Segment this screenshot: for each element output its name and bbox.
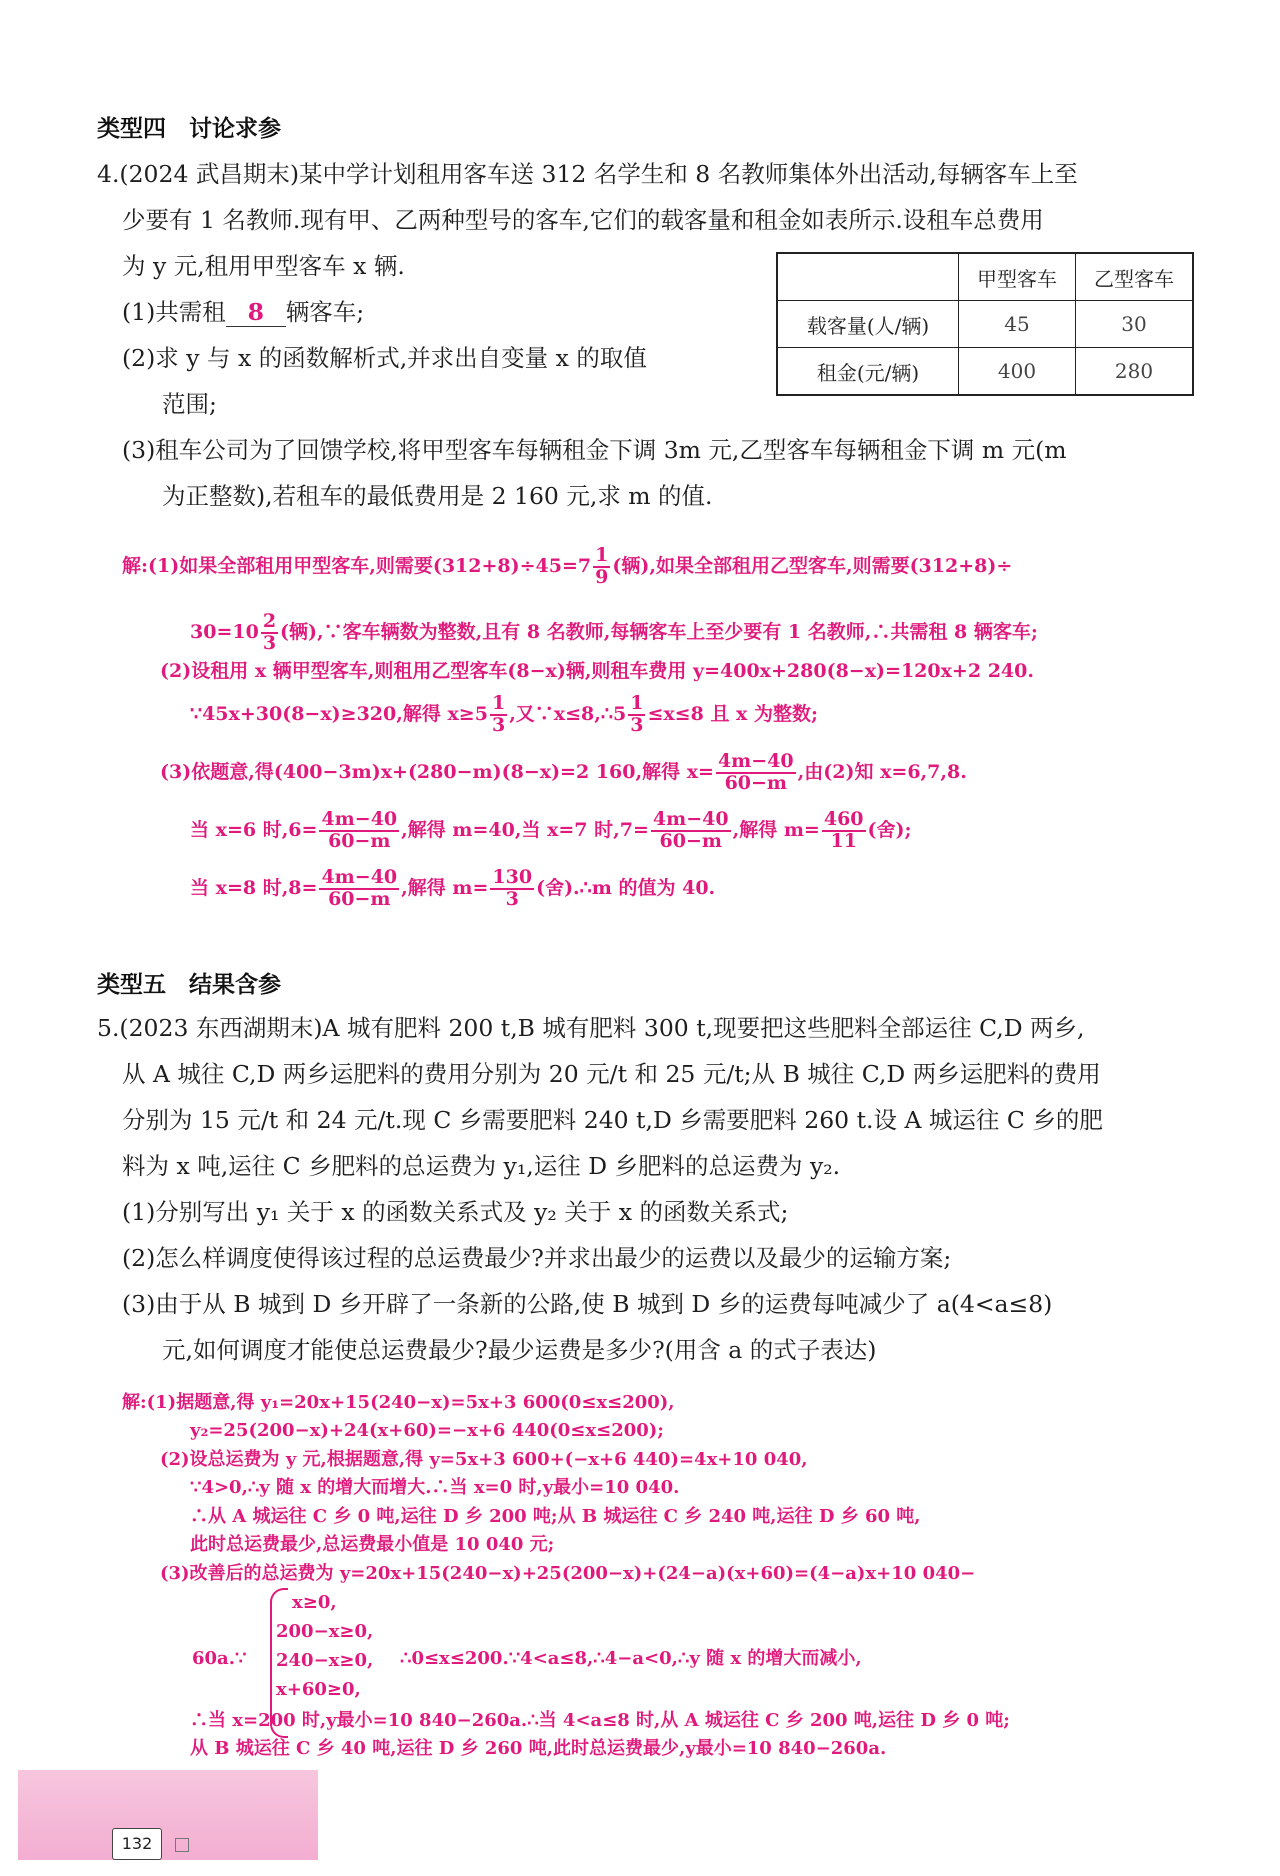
solution-5-line9: ∴当 x=200 时,y最小=10 840−260a.∴当 4<a≤8 时,从 A 城运往 C 乡 200 吨,运往 D 乡 0 吨; [190,1710,1010,1731]
sol-text: 30=10 [190,620,259,643]
fraction: $\frac{460}{11}$ [823,808,864,852]
solution-4-line3: (2)设租用 x 辆甲型客车,则租用乙型客车(8−x)辆,则租车费用 y=400x+280(8−x)=120x+2 240. [160,660,1034,682]
sol-text: (舍); [867,818,912,841]
question-4-part2-line1: (2)求 y 与 x 的函数解析式,并求出自变量 x 的取值 [122,344,647,372]
solution-5-line4: ∵4>0,∴y 随 x 的增大而增大.∴当 x=0 时,y最小=10 040. [190,1477,680,1498]
solution-5-line8: ∴0≤x≤200.∵4<a≤8,∴4−a<0,∴y 随 x 的增大而减小, [400,1648,862,1669]
table-row [777,301,1193,348]
solution-5-line2: y₂=25(200−x)+24(x+60)=−x+6 440(0≤x≤200); [190,1420,664,1441]
sol-text: ,解得 m= [401,876,489,899]
question-4-part1 [122,298,364,327]
fraction: $\frac{4m-40}{60-m}$ [321,866,398,910]
question-5-line1: 5.(2023 东西湖期末)A 城有肥料 200 t,B 城有肥料 300 t,现要把这些肥料全部运往 C,D 两乡, [97,1014,1085,1042]
sol-text: 当 x=6 时,6= [190,818,318,841]
table-row [777,348,1193,396]
sol-text: (3)依题意,得(400−3m)x+(280−m)(8−x)=2 160,解得 x= [160,760,714,783]
table-cell: 280 [1076,348,1194,396]
solution-4-line2 [190,612,1038,654]
answer-blank: 8 [226,298,286,327]
fraction: $\frac{4m-40}{60-m}$ [321,808,398,852]
table-header-type-a: 甲型客车 [959,253,1076,301]
fraction: $\frac{130}{3}$ [492,866,533,910]
sol-text: 当 x=8 时,8= [190,876,318,899]
sol-text: ,解得 m=40,当 x=7 时,7= [401,818,649,841]
table-header-type-b: 乙型客车 [1076,253,1194,301]
question-4-line2: 少要有 1 名教师.现有甲、乙两种型号的客车,它们的载客量和租金如表所示.设租车总费用 [122,206,1044,234]
question-4-part2-line2: 范围; [162,390,217,418]
solution-4-line6 [190,810,912,852]
table-cell: 45 [959,301,1076,348]
solution-5-line3: (2)设总运费为 y 元,根据题意,得 y=5x+3 600+(−x+6 440)=4x+10 040, [160,1449,808,1470]
rental-table [776,252,1194,396]
footer-band [18,1770,318,1860]
table-header-empty [777,253,959,301]
solution-5-line7: (3)改善后的总运费为 y=20x+15(240−x)+25(200−x)+(24−a)(x+60)=(4−a)x+10 040− [160,1563,976,1584]
case-condition: x+60≥0, [276,1679,361,1700]
solution-4-line1 [122,546,1012,588]
solution-5-line8-prefix: 60a.∵ [192,1648,247,1669]
table-row-label: 载客量(人/辆) [777,301,959,348]
page-number: 132 [112,1828,162,1860]
part1-prefix: (1)共需租 [122,298,226,326]
case-condition: x≥0, [292,1592,337,1613]
solution-5-line5: ∴从 A 城运往 C 乡 0 吨,运往 D 乡 200 吨;从 B 城运往 C 乡 240 吨,运往 D 乡 60 吨, [190,1506,921,1527]
question-4-line3: 为 y 元,租用甲型客车 x 辆. [122,252,405,280]
question-5-part1: (1)分别写出 y₁ 关于 x 的函数关系式及 y₂ 关于 x 的函数关系式; [122,1198,789,1226]
solution-4-line5 [160,752,967,794]
question-5-part3-line1: (3)由于从 B 城到 D 乡开辟了一条新的公路,使 B 城到 D 乡的运费每吨减少了 a(4<a≤8) [122,1290,1053,1318]
sol-text: (辆),∵客车辆数为整数,且有 8 名教师,每辆客车上至少要有 1 名教师,∴共需租 8 辆客车; [280,620,1038,643]
table-cell: 400 [959,348,1076,396]
fraction: $\frac{4m-40}{60-m}$ [717,750,794,794]
sol-text: ≤x≤8 且 x 为整数; [647,702,819,725]
sol-text: ,又∵x≤8,∴5 [509,702,627,725]
question-5-line4: 料为 x 吨,运往 C 乡肥料的总运费为 y₁,运往 D 乡肥料的总运费为 y₂. [122,1152,841,1180]
sol-text: ,由(2)知 x=6,7,8. [797,760,967,783]
solution-4-line7 [190,868,715,910]
solution-5-line1: 解:(1)据题意,得 y₁=20x+15(240−x)=5x+3 600(0≤x≤200), [122,1392,675,1413]
fraction: $\frac{1}{3}$ [630,692,644,736]
checkbox-mark [175,1838,189,1852]
fraction: $\frac{2}{3}$ [262,610,277,654]
question-4-line1: 4.(2024 武昌期末)某中学计划租用客车送 312 名学生和 8 名教师集体外出活动,每辆客车上至 [97,160,1078,188]
case-condition: 240−x≥0, [276,1650,374,1671]
question-5-part3-line2: 元,如何调度才能使总运费最少?最少运费是多少?(用含 a 的式子表达) [162,1336,877,1364]
question-5-part2: (2)怎么样调度使得该过程的总运费最少?并求出最少的运费以及最少的运输方案; [122,1244,952,1272]
solution-5-line6: 此时总运费最少,总运费最小值是 10 040 元; [190,1534,555,1555]
section-heading-5: 类型五 结果含参 [97,972,281,998]
table-header-row [777,253,1193,301]
section-heading-4: 类型四 讨论求参 [97,116,281,142]
fraction: $\frac{1}{9}$ [595,544,609,588]
question-5-line3: 分别为 15 元/t 和 24 元/t.现 C 乡需要肥料 240 t,D 乡需要肥料 260 t.设 A 城运往 C 乡的肥 [122,1106,1103,1134]
sol-text: 解:(1)如果全部租用甲型客车,则需要(312+8)÷45=7 [122,554,592,577]
table-cell: 30 [1076,301,1194,348]
table-row-label: 租金(元/辆) [777,348,959,396]
question-5-line2: 从 A 城往 C,D 两乡运肥料的费用分别为 20 元/t 和 25 元/t;从 B 城往 C,D 两乡运肥料的费用 [122,1060,1101,1088]
sol-text: (舍).∴m 的值为 40. [536,876,716,899]
fraction: $\frac{4m-40}{60-m}$ [652,808,729,852]
solution-5-line10: 从 B 城运往 C 乡 40 吨,运往 D 乡 260 吨,此时总运费最少,y最小=10 840−260a. [190,1738,887,1759]
fraction: $\frac{1}{3}$ [491,692,506,736]
sol-text: ∵45x+30(8−x)≥320,解得 x≥5 [190,702,488,725]
part1-suffix: 辆客车; [285,298,365,326]
solution-4-line4 [190,694,818,736]
question-4-part3-line2: 为正整数),若租车的最低费用是 2 160 元,求 m 的值. [162,482,713,510]
case-condition: 200−x≥0, [276,1621,374,1642]
question-4-part3-line1: (3)租车公司为了回馈学校,将甲型客车每辆租金下调 3m 元,乙型客车每辆租金下调 m 元(m [122,436,1067,464]
sol-text: (辆),如果全部租用乙型客车,则需要(312+8)÷ [612,554,1013,577]
sol-text: ,解得 m= [732,818,820,841]
